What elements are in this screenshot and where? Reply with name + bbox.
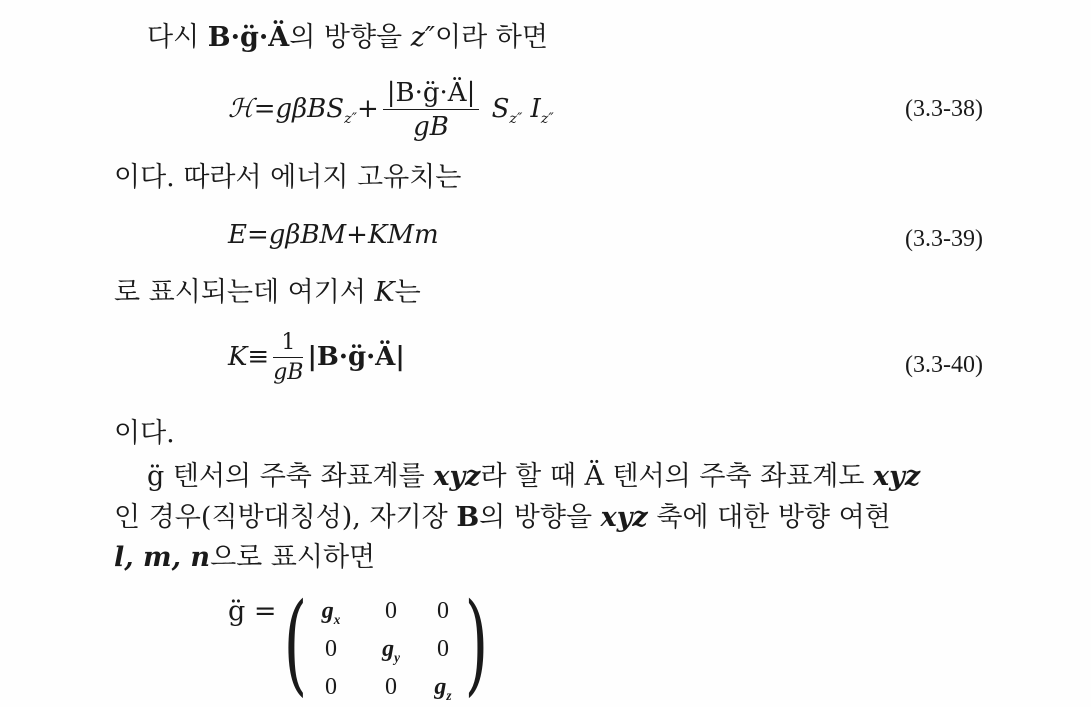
matrix-cell: 0: [325, 636, 337, 662]
matrix-cell: $g_y$: [382, 636, 400, 665]
text-line-2: 이다. 따라서 에너지 고유치는: [114, 162, 462, 193]
equation-number-40: (3.3-40): [905, 352, 983, 378]
matrix-lhs: g̈ =: [228, 596, 277, 627]
text-line-1: [147, 24, 548, 51]
equation-number-39: (3.3-39): [905, 226, 983, 252]
equation-3-3-38: ℋ=gβBS$_{z''}$+ $\frac{|B\cdot g̈\cdot Ä|}{gB}$ $S_{z''}$ $I_{z''}$: [228, 78, 554, 142]
text-line-5: g̈ 텐서의 주축 좌표계를 xyz라 할 때 Ä 텐서의 주축 좌표계도 xyz: [147, 461, 921, 492]
variable: xyz: [600, 502, 648, 533]
equation-3-3-40: K≡ $\frac{1}{gB}$ |B·g̈·Ä|: [228, 330, 405, 385]
text-line-6: 인 경우(직방대칭성), 자기장 B의 방향을 xyz 축에 대한 방향 여현: [114, 502, 891, 533]
left-paren: (: [283, 579, 308, 707]
variable: xyz: [873, 461, 921, 492]
vector-b: B: [456, 502, 480, 533]
matrix-cell: 0: [385, 674, 397, 700]
text-line-7: l, m, n으로 표시하면: [114, 542, 376, 573]
text: 의 방향을: [289, 22, 411, 53]
tensor-product: B·g̈·Ä: [207, 22, 290, 53]
text: 다시: [147, 22, 208, 53]
matrix-cell: 0: [437, 636, 449, 662]
text-line-3: 로 표시되는데 여기서 K는: [114, 277, 421, 308]
variable: K: [374, 277, 395, 308]
matrix-cell: $g_x$: [321, 598, 341, 627]
matrix-cell: 0: [437, 598, 449, 624]
equation-3-3-39: E=gβBM+KMm: [228, 220, 439, 250]
text-line-4: 이다.: [114, 418, 175, 449]
variable: xyz: [433, 461, 481, 492]
text: 이라 하면: [435, 22, 548, 53]
fraction: $\frac{|B\cdot g̈\cdot Ä|}{gB}$: [383, 80, 480, 140]
fraction: $\frac{1}{gB}$: [273, 330, 304, 385]
matrix-cell: 0: [325, 674, 337, 700]
matrix-cell: 0: [385, 598, 397, 624]
matrix-cell: $g_z$: [434, 674, 452, 703]
right-paren: ): [464, 579, 489, 707]
equation-number-38: (3.3-38): [905, 96, 983, 122]
variable: l, m, n: [114, 542, 211, 573]
variable: z″: [410, 22, 436, 53]
